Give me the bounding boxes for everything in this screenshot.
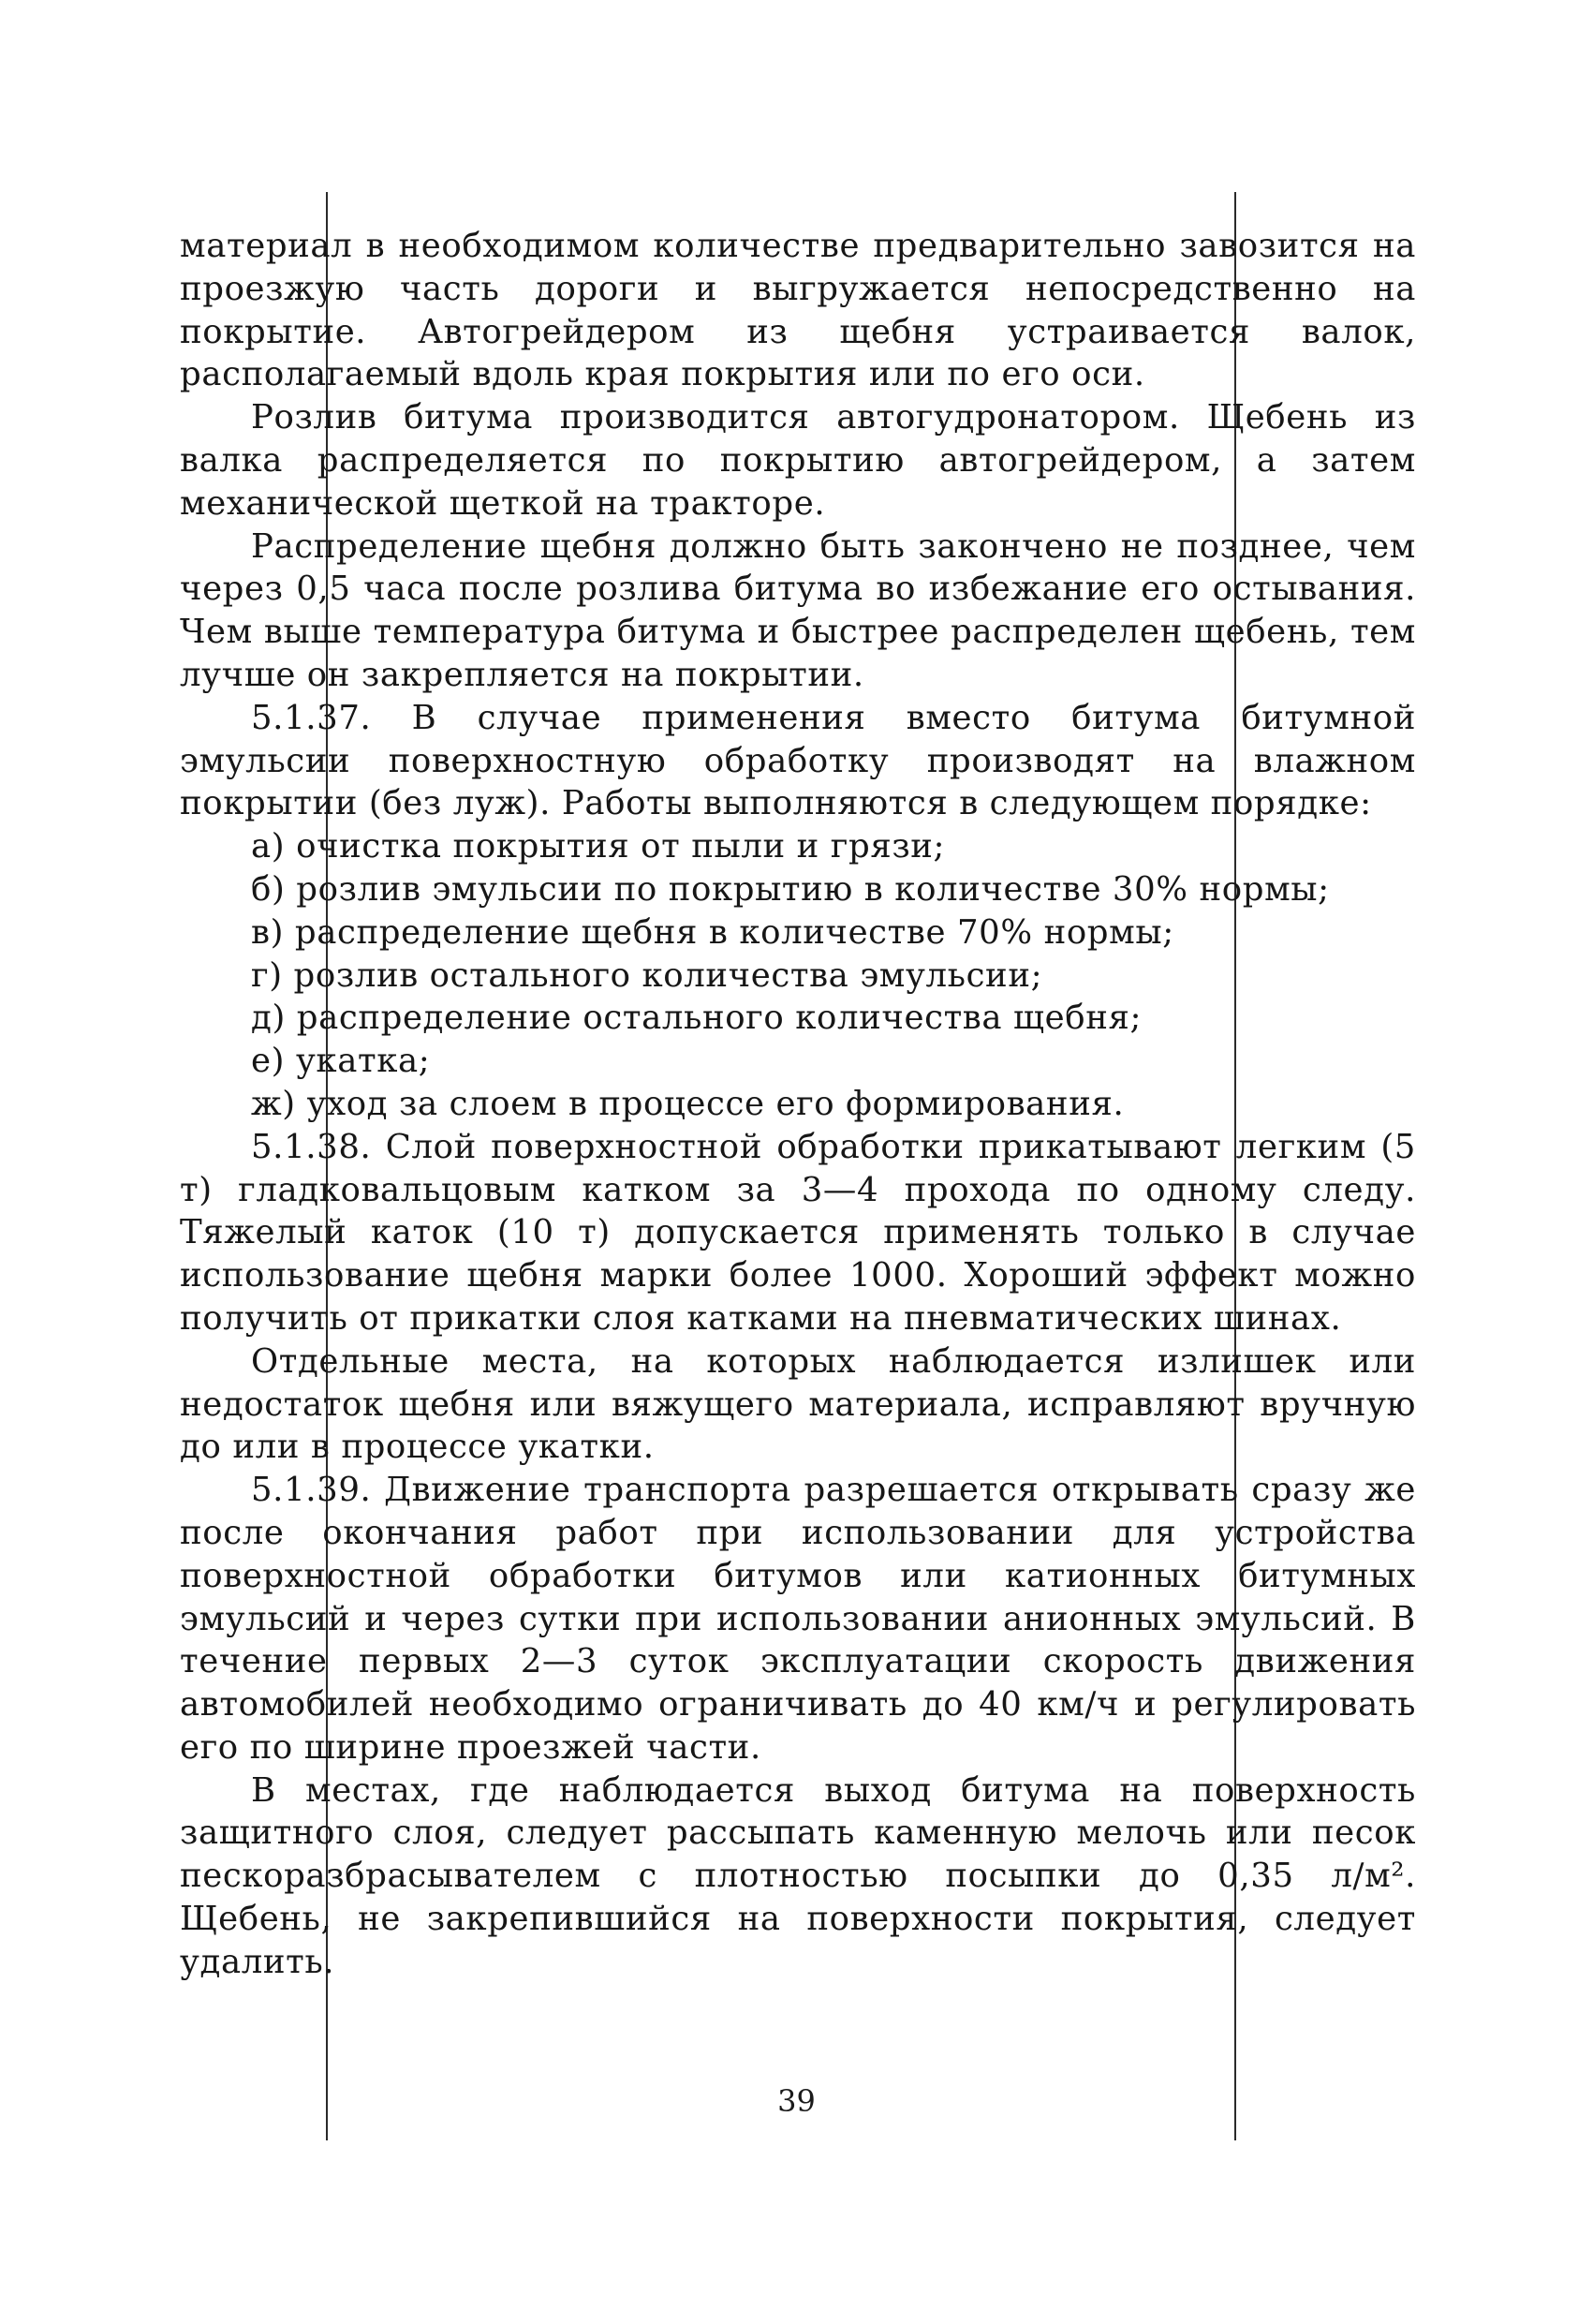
list-item-e: е) укатка; <box>251 1042 431 1081</box>
paragraph-bitumen-bleeding: В местах, где наблюдается выход битума на поверхность защитного слоя, следует рассыпать каменную мелочь или песок пескоразбрасывателем с плотностью посыпки до 0,35 л/м². Щебень, не закрепившийся на поверхности покрытия, следует удалить. <box>180 1770 1416 1981</box>
clause-5-1-38: 5.1.38. Слой поверхностной обработки прикатывают легким (5 т) гладковальцовым катком за 3—4 прохода по одному следу. Тяжелый каток (10 т) допускается применять только в случае использование щебня марки более 1000. Хороший эффект можно получить от прикатки слоя катками на пневматических шинах. <box>180 1127 1416 1338</box>
paragraph-repair: Отдельные места, на которых наблюдается излишек или недостаток щебня или вяжущего материала, исправляют вручную до или в процессе укатки. <box>180 1341 1416 1467</box>
list-item-g: г) розлив остального количества эмульсии; <box>251 955 1043 995</box>
list-item-d: д) распределение остального количества щебня; <box>251 999 1143 1038</box>
paragraph-continuation: материал в необходимом количестве предварительно завозится на проезжую часть дороги и выгружается непосредственно на покрытие. Автогрейдером из щебня устраивается валок, располагаемый вдоль края покрытия или по его оси. <box>180 227 1416 394</box>
body-text <box>180 225 1416 1984</box>
page-number: 39 <box>777 2083 816 2119</box>
paragraph-gravel-distribution: Распределение щебня должно быть закончено не позднее, чем через 0,5 часа после розлива битума во избежание его остывания. Чем выше температура битума и быстрее распределен щебень, тем лучше он закрепляется на покрытии. <box>180 526 1416 694</box>
clause-5-1-39: 5.1.39. Движение транспорта разрешается открывать сразу же после окончания работ при использовании для устройства поверхностной обработки битумов или катионных битумных эмульсий и через сутки при использовании анионных эмульсий. В течение первых 2—3 суток эксплуатации скорость движения автомобилей необходимо ограничивать до 40 км/ч и регулировать его по ширине проезжей части. <box>180 1471 1416 1767</box>
clause-5-1-37: 5.1.37. В случае применения вместо битума битумной эмульсии поверхностную обработку производят на влажном покрытии (без луж). Работы выполняются в следующем порядке: <box>180 698 1416 823</box>
paragraph-bitumen-spraying: Розлив битума производится автогудронатором. Щебень из валка распределяется по покрытию автогрейдером, а затем механической щеткой на тракторе. <box>180 398 1416 523</box>
list-item-b: б) розлив эмульсии по покрытию в количестве 30% нормы; <box>251 869 1330 909</box>
list-item-zh: ж) уход за слоем в процессе его формирования. <box>251 1084 1125 1123</box>
list-item-a: а) очистка покрытия от пыли и грязи; <box>251 827 946 866</box>
list-item-v: в) распределение щебня в количестве 70% нормы; <box>251 912 1174 952</box>
